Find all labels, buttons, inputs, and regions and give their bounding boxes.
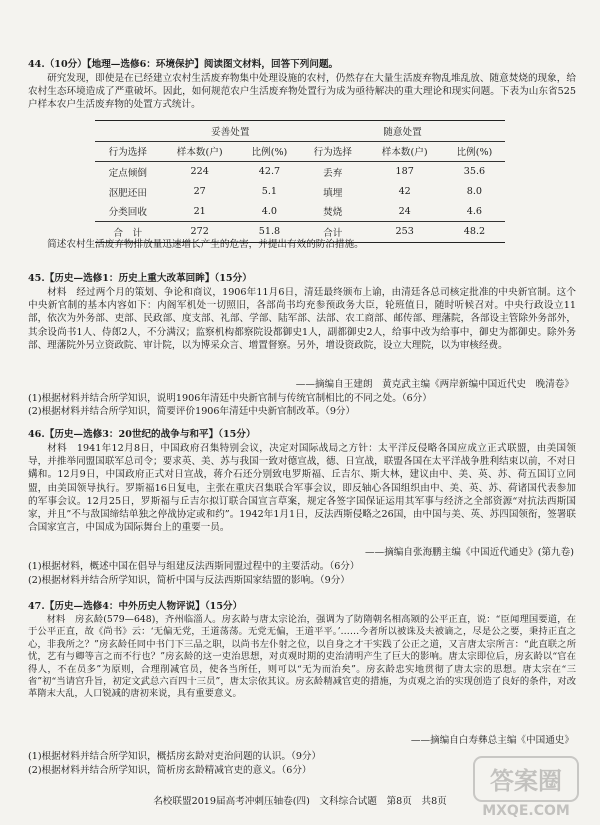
table-cell: 51.8: [239, 221, 300, 242]
q46-sub1: (1)根据材料，概述中国在倡导与组建反法西斯同盟过程中的主要活动。（6分）: [28, 561, 360, 572]
table-cell: 253: [366, 221, 444, 242]
table-cell: 丢弃: [323, 167, 343, 179]
table-cell: 定点倾倒: [108, 167, 147, 179]
q47-material: 材料 房玄龄(579—648)，齐州临淄人。房玄龄与唐太宗论治，强调为了防隋朝名相高颎的公平正直，说：“臣闻理国要道，在于公平正直，故《尚书》云：‘无偏无党，王道荡荡。无党无偏，王道平平。’……今者所以被诛及夫被谪之，尽是公之要，秉持正直之心，非我所之？”房玄龄任同中书门下三品之职，以尚书左仆射之位，以自身之才干实践了公正之道，又言唐太宗所言：“此直联之所忧，艺有与卿等言之而不行也？”房玄龄的这一吏治思想，对贞观时期的吏治清明产生了巨大的影响。唐太宗即位后，房玄龄以“官在得人，不在员多”为原则，合理削减官员，使各当所任，则可以“无为而治矣”。房玄龄忠实地贯彻了唐太宗的思想。唐太宗在“三省”初“当请宫升旨，初定文武总六百四十三员”，唐太宗依其议。房玄龄精减官吏的措施，为贞观之治的实现创造了良好的条件，对改革隋末大乱，人口锐减的唐初来说，具有重要意义。: [28, 614, 576, 700]
table-cell: 272: [161, 221, 239, 242]
q44-intro: 研究发现，即使是在已经建立农村生活废弃物集中处理设施的农村，仍然存在大量生活废弃物乱堆乱放、随意焚烧的现象，给农村生态环境造成了严重破坏。因此，如何规范农户生活废弃物处置行为成为亟待解决的重大理论和现实问题。下表为山东省525户样本农户生活废弃物的处置方式统计。: [28, 73, 576, 111]
group-proper-disposal: 妥善处置: [161, 121, 300, 142]
q46-header: 46.【历史—选修3：20世纪的战争与和平】（15分）: [28, 429, 256, 440]
col-header: 行为选择: [95, 141, 161, 162]
table-cell: 8.0: [466, 186, 483, 198]
q44-question: 简述农村生活废弃物排放量迅速增长产生的危害，并提出有效的防治措施。: [47, 239, 364, 250]
table-cell: 沤肥还田: [108, 187, 147, 199]
table-row: [95, 201, 505, 221]
table-cell: 42: [398, 186, 411, 198]
table-cell: 42.7: [258, 166, 281, 178]
watermark-url: MXQE.COM: [482, 803, 570, 819]
watermark-text: 答案圈: [490, 767, 562, 795]
q45-header: 45.【历史—选修1：历史上重大改革回眸】（15分）: [28, 273, 252, 284]
q45-sub2: (2)根据材料并结合所学知识，简要评价1906年清廷中央新官制改革。（9分）: [28, 406, 356, 417]
table-cell: 48.2: [444, 221, 505, 242]
table-cell: 填埋: [323, 187, 343, 199]
watermark-logo: [470, 753, 582, 821]
table-cell: 合计: [300, 221, 366, 242]
table-cell: 分类回收: [108, 207, 147, 219]
table-cell: 24: [398, 205, 411, 217]
table-row: [95, 162, 505, 182]
q47-header: 47.【历史—选修4：中外历史人物评说】（15分）: [28, 601, 243, 612]
table-cell: 4.6: [466, 205, 483, 217]
table-cell: 27: [193, 186, 206, 198]
table-cell: 合 计: [95, 221, 161, 242]
group-random-disposal: 随意处置: [300, 121, 505, 142]
col-header: 样本数(户): [366, 141, 444, 162]
table-cell: 5.1: [261, 186, 278, 198]
table-cell: 焚烧: [323, 207, 343, 219]
col-header: 比例(%): [239, 141, 300, 162]
table-cell: 224: [190, 166, 209, 178]
disposal-table: [95, 120, 505, 243]
table-cell: 4.0: [261, 205, 278, 217]
q46-sub2: (2)根据材料并结合所学知识，简析中国与反法西斯国家结盟的影响。（9分）: [28, 575, 350, 586]
table-cell: 187: [395, 166, 414, 178]
table-cell: 21: [193, 205, 206, 217]
q46-material: 材料 1941年12月8日，中国政府召集特别会议，决定对国际战局之方针：太平洋反侵略各国应成立正式联盟，由美国领导，并推举同盟国联军总司令；要求英、美、苏与我国一致对德宣战，德、日宣战，联盟各国在太平洋战争胜利结束以前，不对日媾和。12月9日，中国政府正式对日宣战，蒋介石还分别致电罗斯福、丘吉尔、斯大林，建议由中、美、英、苏、荷五国订立同盟，由美国领导执行。罗斯福16日复电，主张在重庆召集联合军事会议，即反轴心各国组织由中、美、英、苏、荷诸国代表参加的军事会议。12月25日，罗斯福与丘吉尔拟订联合国宣言草案，规定各签字国保证运用其军事与经济之全部资源“对抗法西斯国家，并且”不与敌国缔结单独之停战协定或和约”。1942年1月1日，反法西斯侵略之26国，由中国与美、英、苏四国领衔，签署联合国家宣言，中国成为国际舞台上的重要一员。: [28, 443, 576, 534]
q47-sub1: (1)根据材料并结合所学知识，概括房玄龄对吏治问题的认识。（9分）: [28, 751, 322, 762]
q45-source: ——摘编自王建朗 黄克武主编《两岸新编中国近代史 晚清卷》: [295, 379, 574, 390]
col-header: 比例(%): [444, 141, 505, 162]
q46-source: ——摘编自张海鹏主编《中国近代通史》(第九卷): [365, 547, 574, 558]
page-footer: 名校联盟2019届高考冲刺压轴卷(四) 文科综合试题 第8页 共8页: [153, 796, 447, 807]
q47-source: ——摘编自白寿彝总主编《中国通史》: [410, 735, 574, 746]
table-cell: 35.6: [463, 166, 486, 178]
q44-header: 44.（10分）【地理—选修6：环境保护】阅读图文材料，回答下列问题。: [28, 59, 339, 70]
col-header: 行为选择: [300, 141, 366, 162]
table-header-row: [95, 141, 505, 162]
col-header: 样本数(户): [161, 141, 239, 162]
q45-sub1: (1)根据材料并结合所学知识，说明1906年清廷中央新官制与传统官制相比的不同之处。（6分）: [28, 393, 432, 404]
q45-material: 材料 经过两个月的策划、争论和商议，1906年11月6日，清廷最终颁布上谕，由清廷各总司核定批准的中央新官制。这个中央新官制的基本内容如下：内阁军机处一切照旧，各部尚书均充参预政务大臣，轮班值日，随时听候召对。中央行政设立11部，依次为外务部、吏部、民政部、度支部、礼部、学部、陆军部、法部、农工商部、邮传部、理藩院，各部设主管除外务部外，其余设尚书1人、侍郎2人，不分满汉；监察机构都察院设都御史1人，副都御史2人，给事中改为给事中，御史为都御史。除外务部、理藩院外另立资政院、审计院，以为博采众言、增置督察。另外，增设资政院，设立大理院，以为审核经费。: [28, 287, 576, 351]
q47-sub2: (2)根据材料并结合所学知识，简析房玄龄精减官吏的意义。（6分）: [28, 765, 312, 776]
table-row: [95, 182, 505, 202]
